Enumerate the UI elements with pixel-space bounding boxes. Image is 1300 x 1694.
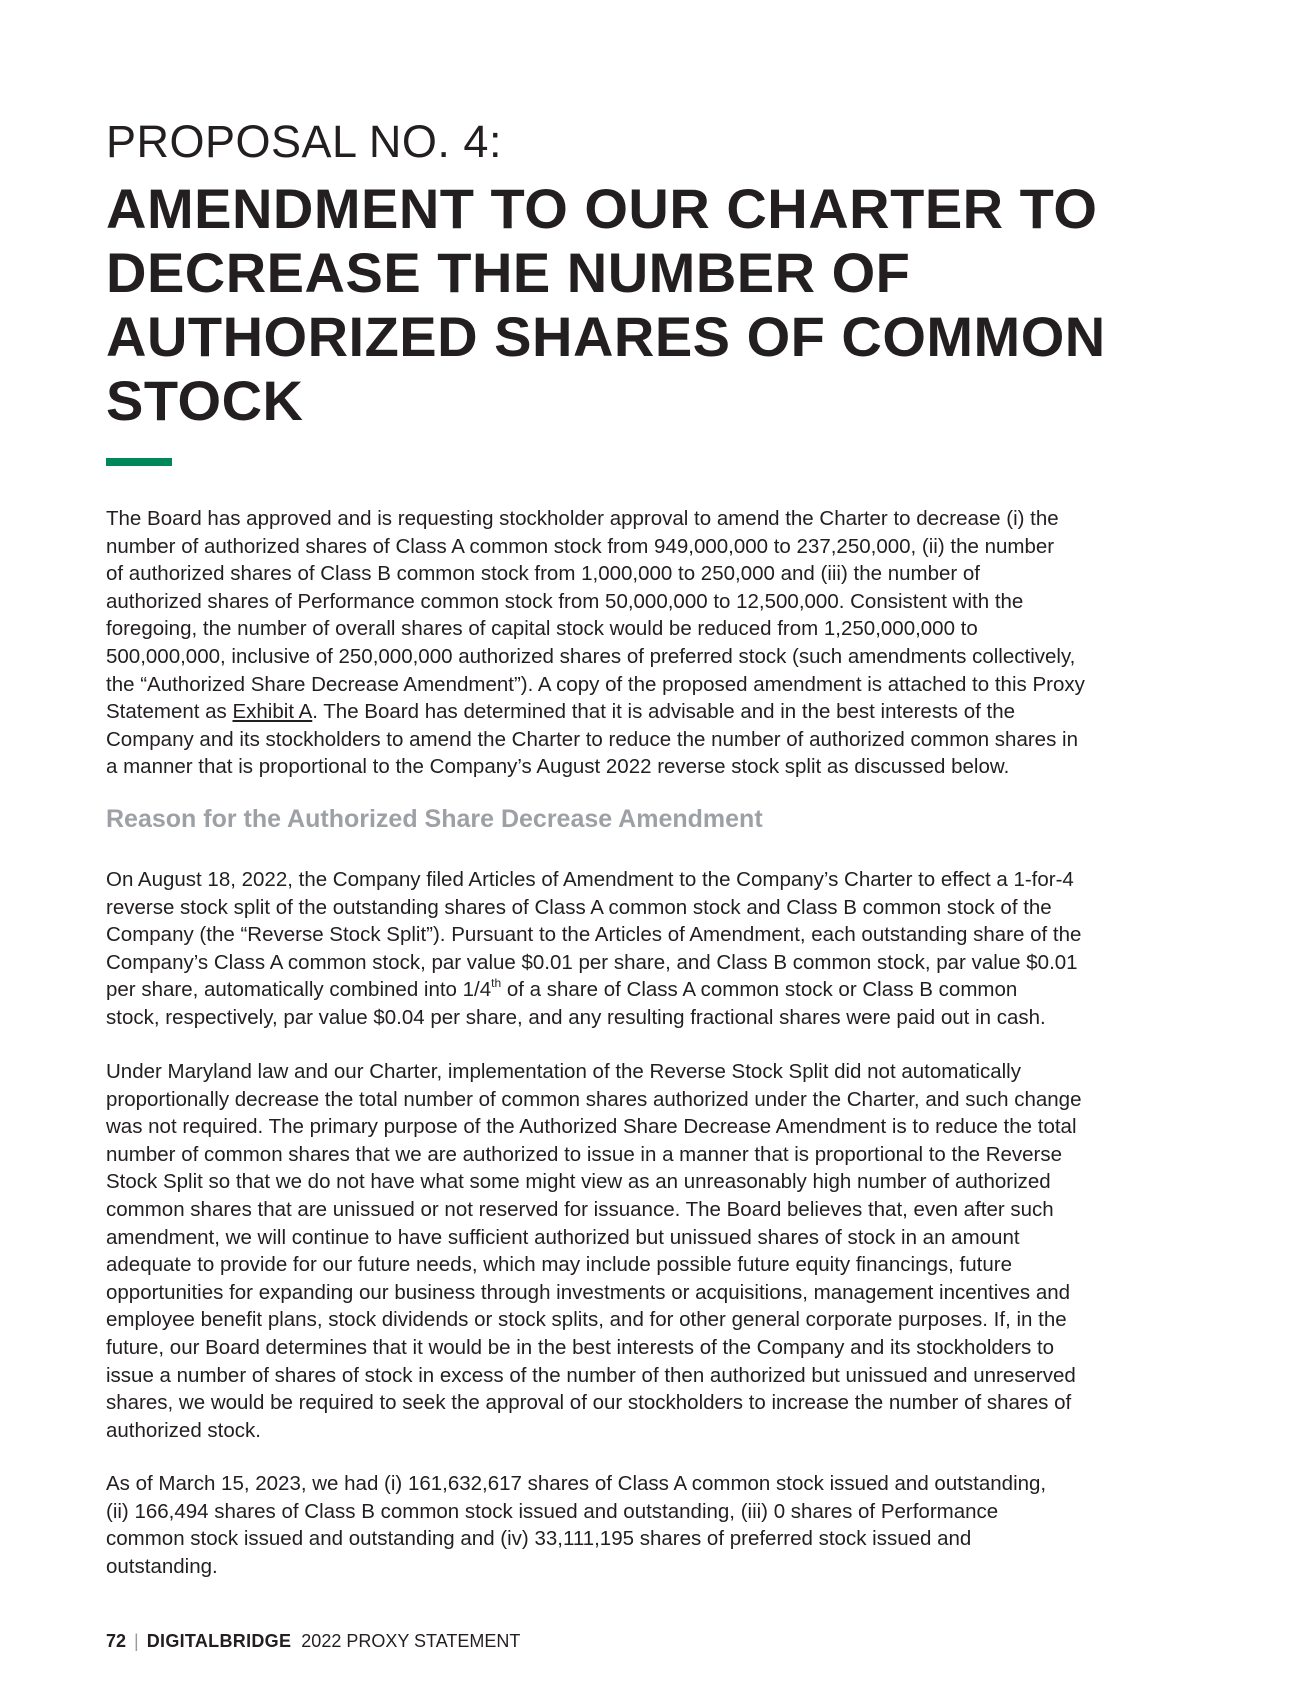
title-line: STOCK [106, 369, 304, 432]
text-line: Under Maryland law and our Charter, implementation of the Reverse Stock Split did not automatically [106, 1060, 1021, 1083]
reverse-split-paragraph [106, 866, 1216, 1032]
text-line: number of common shares that we are authorized to issue in a manner that is proportional to the Reverse [106, 1142, 1063, 1166]
text-line: issue a number of shares of stock in excess of the number of then authorized but unissued and unreserved [106, 1363, 1076, 1387]
text-line: reverse stock split of the outstanding shares of Class A common stock and Class B common stock of the [106, 895, 1052, 919]
text-line [106, 698, 1216, 726]
document-title: 2022 PROXY STATEMENT [301, 1631, 521, 1651]
text-line: common shares that are unissued or not reserved for issuance. The Board believes that, even after such [106, 1197, 1054, 1221]
proposal-label: PROPOSAL NO. 4: [106, 116, 502, 167]
page-number: 72 [106, 1631, 127, 1651]
text-line: number of authorized shares of Class A common stock from 949,000,000 to 237,250,000, (ii) the number [106, 534, 1055, 558]
text-line: the “Authorized Share Decrease Amendment”). A copy of the proposed amendment is attached to this Proxy [106, 672, 1085, 696]
text-line: (ii) 166,494 shares of Class B common stock issued and outstanding, (iii) 0 shares of Performance [106, 1499, 999, 1523]
text-line: opportunities for expanding our business through investments or acquisitions, management incentives and [106, 1280, 1071, 1304]
text-line: stock, respectively, par value $0.04 per share, and any resulting fractional shares were paid out in cash. [106, 1005, 1046, 1029]
text-fragment: of a share of Class A common stock or Class B common [501, 978, 1018, 1002]
title-line: AUTHORIZED SHARES OF COMMON [106, 305, 1106, 368]
title-line: DECREASE THE NUMBER OF [106, 241, 911, 304]
text-line: Company and its stockholders to amend the Charter to reduce the number of authorized common shares in [106, 727, 1078, 751]
text-line: The Board has approved and is requesting stockholder approval to amend the Charter to decrease (i) the [106, 507, 1059, 530]
text-line: foregoing, the number of overall shares of capital stock would be reduced from 1,250,000,000 to [106, 617, 978, 641]
footer-separator: | [134, 1631, 139, 1651]
section-subheading: Reason for the Authorized Share Decrease Amendment [106, 805, 763, 833]
text-line: amendment, we will continue to have sufficient authorized but unissued shares of stock in an amount [106, 1225, 1020, 1249]
share-count-paragraph [106, 1470, 1216, 1580]
text-line: Company’s Class A common stock, par value $0.01 per share, and Class B common stock, par value $0.01 [106, 950, 1078, 974]
text-fragment: per share, automatically combined into 1/4 [106, 978, 492, 1002]
exhibit-a-link[interactable]: Exhibit A [232, 700, 313, 724]
text-line: authorized shares of Performance common stock from 50,000,000 to 12,500,000. Consistent with the [106, 589, 1024, 613]
ordinal-superscript: th [491, 975, 502, 990]
maryland-law-paragraph [106, 1058, 1216, 1444]
proposal-title [106, 177, 1206, 433]
text-line: employee benefit plans, stock dividends or stock splits, and for other general corporate purposes. If, in the [106, 1308, 1067, 1332]
text-line: shares, we would be required to seek the approval of our stockholders to increase the number of shares of [106, 1391, 1072, 1415]
text-line [106, 976, 1216, 1004]
text-line: As of March 15, 2023, we had (i) 161,632,617 shares of Class A common stock issued and outstanding, [106, 1472, 1047, 1495]
title-line: AMENDMENT TO OUR CHARTER TO [106, 177, 1098, 240]
text-line: was not required. The primary purpose of the Authorized Share Decrease Amendment is to reduce the total [106, 1115, 1077, 1139]
text-line: of authorized shares of Class B common stock from 1,000,000 to 250,000 and (iii) the number of [106, 562, 980, 586]
text-fragment: Statement as [106, 700, 233, 724]
text-line: On August 18, 2022, the Company filed Articles of Amendment to the Company’s Charter to effect a 1-for-4 [106, 868, 1074, 891]
text-line: common stock issued and outstanding and (iv) 33,111,195 shares of preferred stock issued and [106, 1527, 972, 1551]
intro-paragraph [106, 505, 1216, 781]
text-line: future, our Board determines that it would be in the best interests of the Company and its stockholders to [106, 1335, 1055, 1359]
text-line: proportionally decrease the total number of common shares authorized under the Charter, and such change [106, 1087, 1082, 1111]
text-line: Company (the “Reverse Stock Split”). Pursuant to the Articles of Amendment, each outstanding share of the [106, 923, 1082, 947]
text-line: outstanding. [106, 1554, 218, 1578]
text-line: adequate to provide for our future needs, which may include possible future equity financings, future [106, 1253, 1012, 1277]
text-line: Stock Split so that we do not have what some might view as an unreasonably high number of authorized [106, 1170, 1051, 1194]
page-footer [106, 1629, 520, 1653]
text-fragment: . The Board has determined that it is advisable and in the best interests of the [312, 700, 1016, 724]
accent-divider [106, 458, 172, 466]
text-line: authorized stock. [106, 1418, 261, 1442]
text-line: a manner that is proportional to the Company’s August 2022 reverse stock split as discussed below. [106, 755, 1010, 779]
brand-name: DIGITALBRIDGE [146, 1631, 292, 1651]
text-line: 500,000,000, inclusive of 250,000,000 authorized shares of preferred stock (such amendments collectively, [106, 644, 1076, 668]
